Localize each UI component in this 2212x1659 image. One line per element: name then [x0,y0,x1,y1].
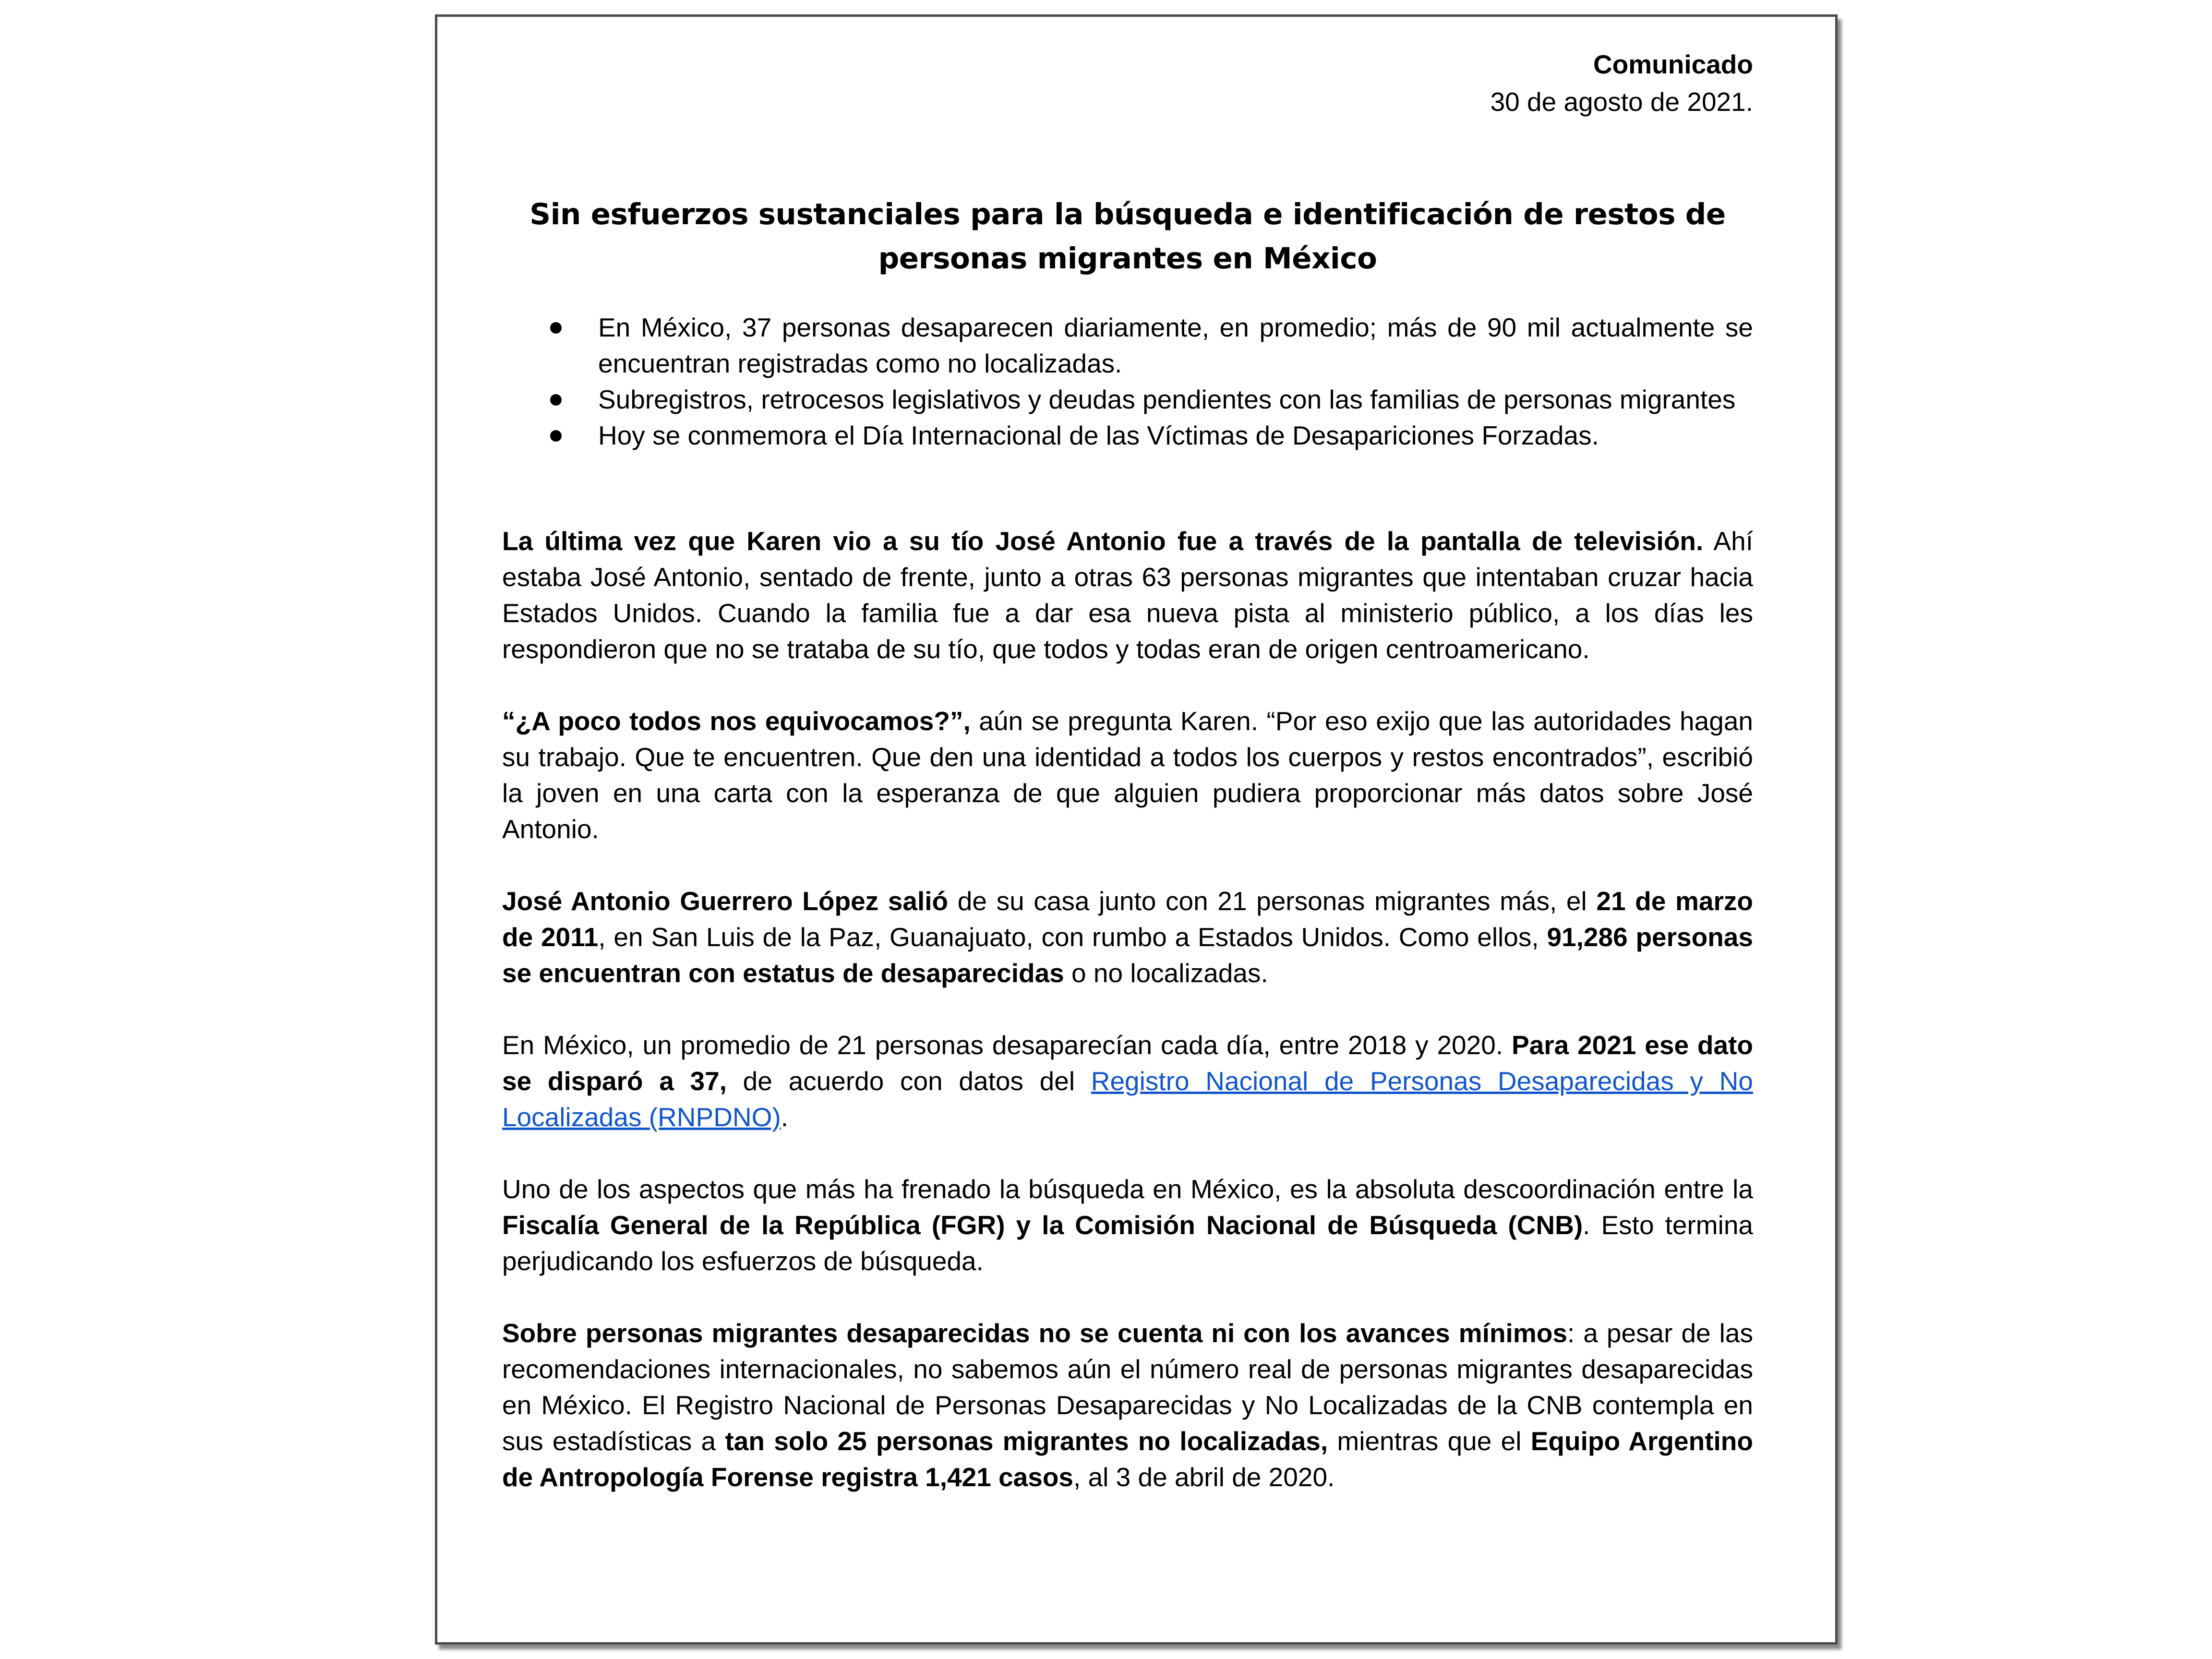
paragraph-6-bold-3: Equipo Argentino de Antropología Forense registra 1,421 casos [502,1426,1753,1492]
document-title [502,192,1753,281]
document-header [502,46,1753,120]
paragraph-2-text: aún se pregunta Karen. “Por eso exijo que las autoridades hagan su trabajo. Que te encuentren. Que den una identidad a todos los cuerpos y restos encontrados”, escribió la joven en una carta con la esperanza de que alguien pudiera proporcionar más datos sobre José Antonio. [502,706,1753,844]
paragraph-6-text-1: : a pesar de las recomendaciones internacionales, no sabemos aún el número real de personas migrantes desaparecidas en México. El Registro Nacional de Personas Desaparecidas y No Localizadas de la CNB contempla en sus estadísticas a [502,1318,1753,1456]
paragraph-3-bold-2: 21 de marzo de 2011 [502,886,1753,952]
bullet-item [598,382,1753,418]
paragraph-3-text-2: , en San Luis de la Paz, Guanajuato, con rumbo a Estados Unidos. Como ellos, [598,922,1547,952]
title-line-2: personas migrantes en México [878,241,1377,276]
bullet-text: Hoy se conmemora el Día Internacional de las Víctimas de Desapariciones Forzadas. [598,421,1599,450]
paragraph-1 [502,523,1753,667]
paragraph-1-text: Ahí estaba José Antonio, sentado de frente, junto a otras 63 personas migrantes que intentaban cruzar hacia Estados Unidos. Cuando la familia fue a dar esa nueva pista al ministerio público, a los días les respondieron que no se trataba de su tío, que todos y todas eran de origen centroamericano. [502,526,1753,664]
paragraph-6-text-2: mientras que el [1328,1426,1531,1456]
title-line-1: Sin esfuerzos sustanciales para la búsqueda e identificación de restos de [529,197,1726,231]
paragraph-3-bold-3: 91,286 personas se encuentran con estatus de desaparecidas [502,922,1753,988]
paragraph-5-text-1: Uno de los aspectos que más ha frenado la búsqueda en México, es la absoluta descoordinación entre la [502,1174,1753,1204]
paragraph-3-bold-1: José Antonio Guerrero López salió [502,886,949,916]
paragraph-2-bold: “¿A poco todos nos equivocamos?”, [502,706,971,736]
paragraph-5-text-2: . Esto termina perjudicando los esfuerzos de búsqueda. [502,1210,1754,1276]
header-label: Comunicado [1593,49,1753,79]
paragraph-2 [502,703,1753,847]
paragraph-4-bold-1: Para 2021 ese dato se disparó a 37, [502,1030,1753,1096]
paragraph-5-bold-1: Fiscalía General de la República (FGR) y la Comisión Nacional de Búsqueda (CNB) [502,1210,1583,1240]
bullet-dot-icon [550,322,562,334]
document-page [435,14,1838,1645]
paragraph-3-text-3: o no localizadas. [1064,958,1268,988]
document-content [502,46,1753,1531]
paragraph-4-text-3: . [781,1102,789,1132]
paragraph-6-bold-1: Sobre personas migrantes desaparecidas no se cuenta ni con los avances mínimos [502,1318,1567,1348]
header-date: 30 de agosto de 2021. [1490,87,1753,117]
paragraph-4-text-2: de acuerdo con datos del [726,1066,1091,1096]
paragraph-6-text-3: , al 3 de abril de 2020. [1073,1462,1335,1492]
document-body [502,523,1753,1495]
paragraph-3-text-1: de su casa junto con 21 personas migrantes más, el [948,886,1597,916]
bullet-item [598,310,1753,382]
paragraph-3 [502,883,1753,991]
paragraph-4-text-1: En México, un promedio de 21 personas desaparecían cada día, entre 2018 y 2020. [502,1030,1512,1060]
rnpdno-link[interactable]: Registro Nacional de Personas Desaparecidas y No Localizadas (RNPDNO) [502,1066,1753,1132]
paragraph-5 [502,1171,1753,1279]
bullet-text: En México, 37 personas desaparecen diariamente, en promedio; más de 90 mil actualmente se encuentran registradas como no localizadas. [598,313,1753,378]
paragraph-1-bold: La última vez que Karen vio a su tío José Antonio fue a través de la pantalla de televisión. [502,526,1704,556]
bullet-text: Subregistros, retrocesos legislativos y deudas pendientes con las familias de personas migrantes [598,385,1736,414]
paragraph-6 [502,1315,1753,1495]
paragraph-4 [502,1027,1753,1135]
summary-bullets [502,310,1753,454]
bullet-item [598,418,1753,454]
bullet-dot-icon [550,430,562,442]
paragraph-6-bold-2: tan solo 25 personas migrantes no localizadas, [725,1426,1328,1456]
bullet-dot-icon [550,394,562,406]
